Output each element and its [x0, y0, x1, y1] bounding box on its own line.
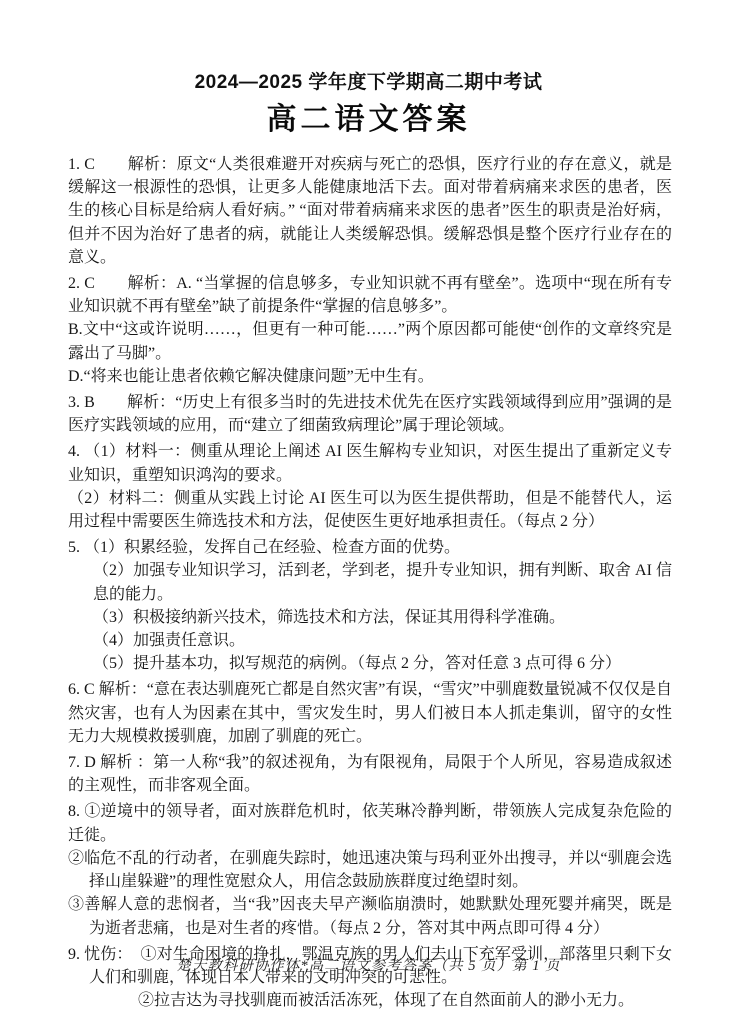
answer-paragraph: （5）提升基本功，拟写规范的病例。（每点 2 分，答对任意 3 点可得 6 分）: [93, 655, 622, 673]
answer-paragraph: （4）加强责任意识。: [93, 632, 246, 650]
answer-paragraph: ③善解人意的悲悯者，当“我”因丧夫早产濒临崩溃时，她默默处理死婴并痛哭，既是为逝者悲痛，也是对生者的疼惜。（每点 2 分，答对其中两点即可得 4 分）: [68, 896, 672, 937]
answer-item: [68, 272, 672, 388]
answer-paragraph: 4. （1）材料一：侧重从理论上阐述 AI 医生解构专业知识，对医生提出了重新定义专业知识，重塑知识鸿沟的要求。: [68, 443, 672, 484]
answer-paragraph: B.文中“这或许说明……，但更有一种可能……”两个原因都可能使“创作的文章终究是露出了马脚”。: [68, 321, 672, 362]
answer-paragraph: 1. C 解析：原文“人类很难避开对疾病与死亡的恐惧，医疗行业的存在意义，就是缓解这一根源性的恐惧，让更多人能健康地活下去。面对带着病痛来求医的患者，医生的核心目标是给病人看好病。” “面对带着病痛来求医的患者”医生的职责是治好病，但并不因为治好了患者的病，就能让人类缓解恐惧。缓解恐惧是整个医疗行业存在的意义。: [68, 156, 672, 266]
answer-item: [68, 678, 672, 748]
page-footer: 楚天教科研协作体*高二语文参考答案（共 5 页）第 1 页: [176, 958, 561, 974]
answer-item: [68, 800, 672, 939]
page-title: 高二语文答案: [266, 103, 471, 136]
answer-item: [68, 751, 672, 797]
answer-item: [68, 391, 672, 437]
answer-paragraph: （3）积极接纳新兴技术，筛选技术和方法，保证其用得科学准确。: [93, 608, 566, 626]
answer-paragraph: D.“将来也能让患者依赖它解决健康问题”无中生有。: [68, 367, 434, 385]
answers-list: [68, 153, 672, 1012]
exam-title: 2024—2025 学年度下学期高二期中考试: [194, 72, 543, 93]
answer-paragraph: ②拉吉达为寻找驯鹿而被活活冻死，体现了在自然面前人的渺小无力。: [138, 992, 635, 1010]
page-header: [0, 0, 737, 140]
answer-paragraph: （2）材料二：侧重从实践上讨论 AI 医生可以为医生提供帮助，但是不能替代人，运用过程中需要医生筛选技术和方法，促使医生更好地承担责任。（每点 2 分）: [68, 489, 672, 531]
answer-item: [68, 440, 672, 533]
answer-paragraph: 8. ①逆境中的领导者，面对族群危机时，依芙琳冷静判断，带领族人完成复杂危险的迁徙。: [68, 803, 672, 844]
answer-paragraph: 7. D 解析 ：第一人称“我”的叙述视角，为有限视角，局限于个人所见，容易造成叙述的主观性，而非客观全面。: [68, 754, 672, 795]
answer-paragraph: 9. 忧伤： ①对生命困境的挣扎，鄂温克族的男人们去山下充军受训，部落里只剩下女人们和驯鹿，体现日本人带来的文明冲突的可悲性。: [68, 945, 672, 986]
answer-paragraph: ②临危不乱的行动者，在驯鹿失踪时，她迅速决策与玛利亚外出搜寻，并以“驯鹿会选择山崖躲避”的理性宽慰众人，用信念鼓励族群度过绝望时刻。: [68, 849, 672, 891]
answer-item: [68, 153, 672, 269]
answer-paragraph: （2）加强专业知识学习，活到老，学到老，提升专业知识，拥有判断、取舍 AI 信息的能力。: [93, 562, 672, 603]
answer-paragraph: 3. B 解析：“历史上有很多当时的先进技术优先在医疗实践领域得到应用”强调的是医疗实践领域的应用，而“建立了细菌致病理论”属于理论领域。: [68, 394, 672, 435]
answer-item: [68, 536, 672, 675]
answer-paragraph: 2. C 解析：A. “当掌握的信息够多，专业知识就不再有壁垒”。选项中“现在所有专业知识就不再有壁垒”缺了前提条件“掌握的信息够多”。: [68, 275, 672, 316]
answer-paragraph: 6. C 解析：“意在表达驯鹿死亡都是自然灾害”有误，“雪灾”中驯鹿数量锐减不仅仅是自然灾害，也有人为因素在其中，雪灾发生时，男人们被日本人抓走集训，留守的女性无力大规模救援驯鹿，加剧了驯鹿的死亡。: [68, 681, 672, 745]
answer-paragraph: 5. （1）积累经验，发挥自己在经验、检查方面的优势。: [68, 539, 461, 557]
